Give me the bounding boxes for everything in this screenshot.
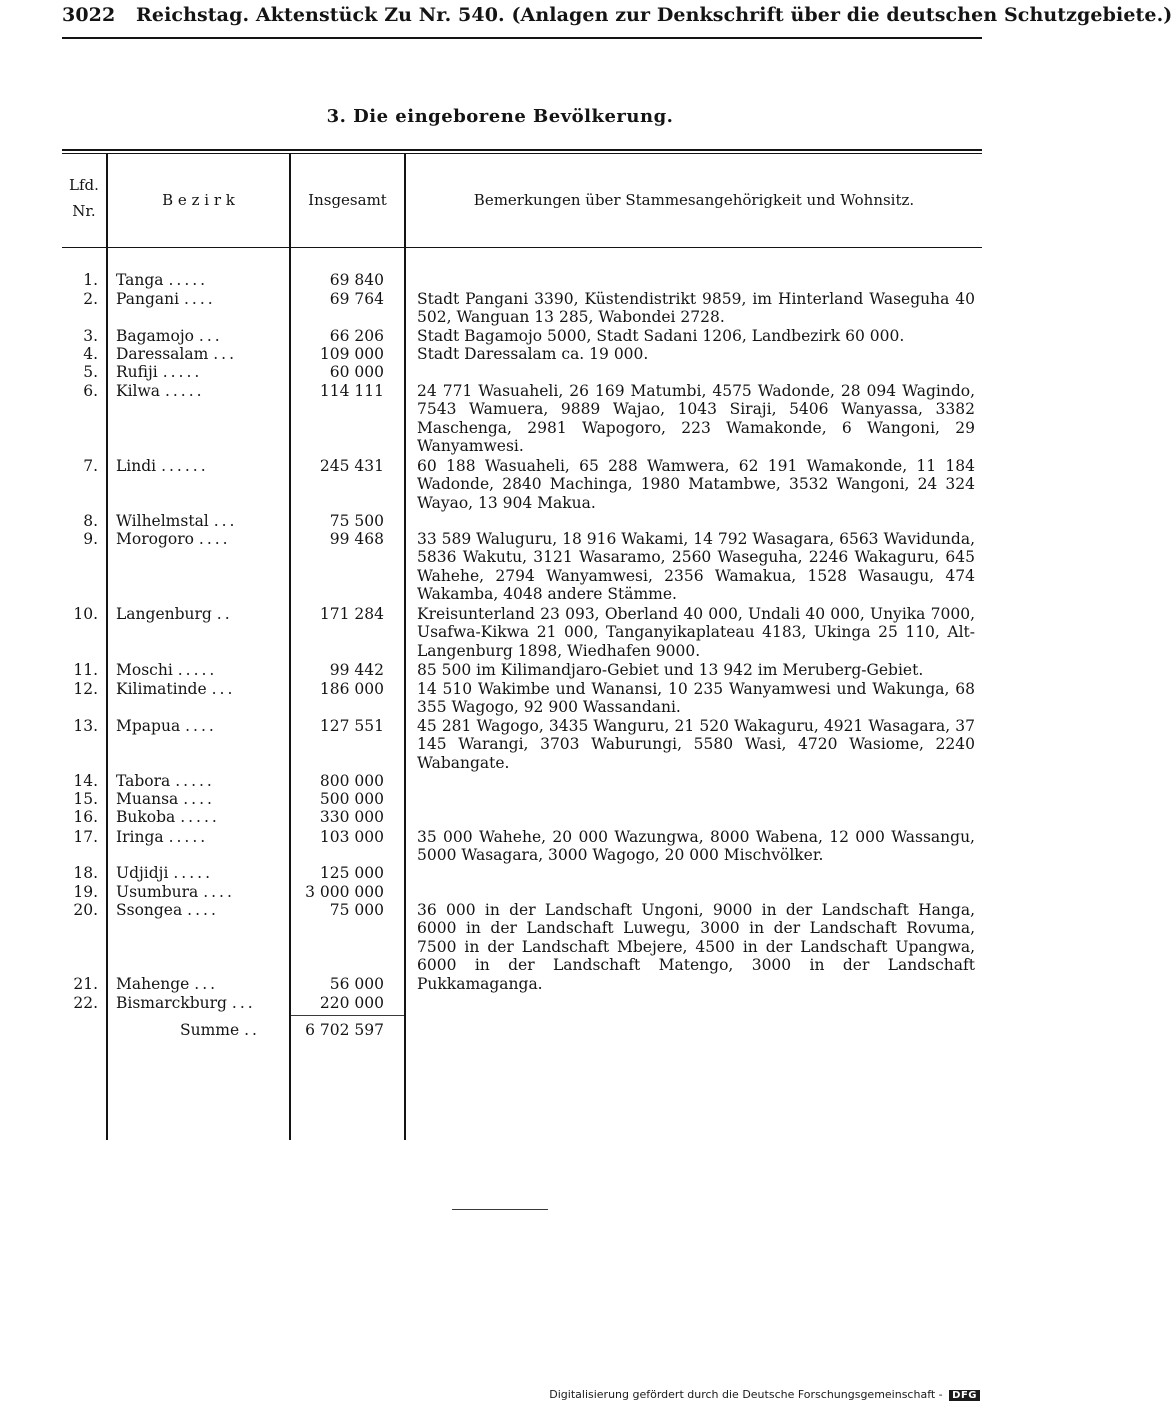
row-total: 186 000: [319, 680, 384, 698]
row-bezirk: [116, 271, 208, 289]
leader-dots: .....: [162, 363, 203, 381]
bezirk-name: Bukoba: [116, 808, 176, 826]
bezirk-name: Mpapua: [116, 717, 181, 735]
row-remark: 33 589 Waluguru, 18 916 Wakami, 14 792 Wasagara, 6563 Wavidunda, 5836 Wakutu, 3121 Wasaramo, 2560 Waseguha, 2246 Wakaguru, 645 Wahehe, 2794 Wanyamwesi, 2356 Wamakua, 1528 Wasaugu, 474 Wakamba, 4048 andere Stämme.: [417, 530, 975, 604]
bezirk-name: Langenburg: [116, 605, 212, 623]
leader-dots: .....: [164, 382, 205, 400]
row-remark: 14 510 Wakimbe und Wanansi, 10 235 Wanyamwesi und Wakunga, 68 355 Wagogo, 92 900 Wassandani.: [417, 680, 975, 717]
row-total: 800 000: [319, 772, 384, 790]
row-bezirk: [116, 994, 256, 1012]
row-nr: 15.: [73, 790, 98, 808]
leader-dots: .....: [175, 772, 215, 790]
row-nr: 10.: [73, 605, 98, 623]
row-bezirk: [116, 345, 237, 363]
bezirk-name: Udjidji: [116, 864, 169, 882]
row-bezirk: [116, 530, 231, 548]
row-total: 127 551: [319, 717, 384, 735]
header-subtitle: (Anlagen zur Denkschrift über die deutschen Schutzgebiete.): [511, 4, 1172, 26]
row-total: 245 431: [319, 457, 384, 475]
bezirk-name: Bagamojo: [116, 327, 194, 345]
row-nr: 9.: [83, 530, 98, 548]
row-bezirk: [116, 901, 219, 919]
row-total: 99 468: [329, 530, 384, 548]
row-remark: 36 000 in der Landschaft Ungoni, 9000 in der Landschaft Hanga, 6000 in der Landschaft Luwegu, 3000 in der Landschaft Rovuma, 7500 in der Landschaft Mbejere, 4500 in der Landschaft Upangwa, 6000 in der Landschaft Matengo, 3000 in der Landschaft Pukkamaganga.: [417, 901, 975, 993]
bezirk-name: Tabora: [116, 772, 171, 790]
header-rule: [62, 37, 982, 39]
row-nr: 5.: [83, 363, 98, 381]
row-remark: Stadt Daressalam ca. 19 000.: [417, 345, 649, 363]
section-title: 3. Die eingeborene Bevölkerung.: [326, 106, 674, 127]
summe-value: 6 702 597: [305, 1021, 384, 1039]
row-total: 500 000: [319, 790, 384, 808]
digitization-credit: [549, 1388, 980, 1401]
row-remark: 35 000 Wahehe, 20 000 Wazungwa, 8000 Wabena, 12 000 Wassangu, 5000 Wasagara, 3000 Wagogo, 20 000 Mischvölker.: [417, 828, 975, 865]
bezirk-name: Rufiji: [116, 363, 158, 381]
col-header-insgesamt: Insgesamt: [308, 191, 387, 209]
leader-dots: ....: [203, 883, 235, 901]
row-bezirk: [116, 717, 217, 735]
row-nr: 3.: [83, 327, 98, 345]
summe-label: Summe: [180, 1021, 240, 1039]
col-header-bezirk: B e z i r k: [162, 191, 235, 209]
row-bezirk: [116, 290, 216, 308]
row-nr: 21.: [73, 975, 98, 993]
bezirk-name: Kilwa: [116, 382, 161, 400]
row-total: 171 284: [319, 605, 384, 623]
dfg-logo: DFG: [949, 1390, 980, 1401]
row-nr: 12.: [73, 680, 98, 698]
row-bezirk: [116, 661, 217, 679]
bezirk-name: Usumbura: [116, 883, 199, 901]
row-bezirk: [116, 808, 220, 826]
row-total: 75 500: [329, 512, 384, 530]
row-nr: 17.: [73, 828, 98, 846]
column-rule-3: [404, 153, 406, 1140]
leader-dots: .....: [177, 661, 218, 679]
row-total: 109 000: [319, 345, 384, 363]
row-bezirk: [116, 512, 237, 530]
leader-dots: ....: [198, 530, 231, 548]
leader-dots: .....: [168, 828, 209, 846]
row-nr: 18.: [73, 864, 98, 882]
row-bezirk: [116, 327, 223, 345]
header-bottom-rule: [62, 247, 982, 248]
bezirk-name: Morogoro: [116, 530, 194, 548]
row-total: 3 000 000: [305, 883, 384, 901]
row-nr: 7.: [83, 457, 98, 475]
leader-dots: ...: [213, 512, 238, 530]
row-bezirk: [116, 828, 208, 846]
row-nr: 22.: [73, 994, 98, 1012]
table-top-rule-thin: [62, 153, 982, 154]
row-nr: 20.: [73, 901, 98, 919]
leader-dots: ...: [211, 680, 236, 698]
leader-dots: ...: [194, 975, 219, 993]
row-total: 60 000: [329, 363, 384, 381]
row-remark: Kreisunterland 23 093, Oberland 40 000, Undali 40 000, Unyika 7000, Usafwa-Kikwa 21 000, Tanganyikaplateau 4183, Ukinga 25 110, Alt-Langenburg 1898, Wiedhafen 9000.: [417, 605, 975, 660]
leader-dots: .....: [180, 808, 220, 826]
row-total: 75 000: [329, 901, 384, 919]
credit-text: Digitalisierung gefördert durch die Deutsche Forschungsgemeinschaft -: [549, 1388, 943, 1401]
row-total: 69 764: [329, 290, 384, 308]
row-bezirk: [116, 680, 235, 698]
row-total: 103 000: [319, 828, 384, 846]
col-header-bemerkungen: Bemerkungen über Stammesangehörigkeit und Wohnsitz.: [473, 191, 915, 209]
row-bezirk: [116, 864, 213, 882]
row-remark: 85 500 im Kilimandjaro-Gebiet und 13 942 im Meruberg-Gebiet.: [417, 661, 924, 679]
row-bezirk: [116, 382, 205, 400]
leader-dots: ..: [216, 605, 233, 623]
row-nr: 14.: [73, 772, 98, 790]
bezirk-name: Mahenge: [116, 975, 190, 993]
sum-rule: [291, 1015, 404, 1016]
bezirk-name: Wilhelmstal: [116, 512, 209, 530]
row-nr: 16.: [73, 808, 98, 826]
row-nr: 1.: [83, 271, 98, 289]
end-rule: [452, 1209, 548, 1210]
bezirk-name: Moschi: [116, 661, 173, 679]
bezirk-name: Tanga: [116, 271, 164, 289]
page-number: 3022: [62, 4, 116, 26]
row-bezirk: [116, 363, 202, 381]
bezirk-name: Lindi: [116, 457, 157, 475]
row-bezirk: [116, 605, 233, 623]
row-remark: 24 771 Wasuaheli, 26 169 Matumbi, 4575 Wadonde, 28 094 Wagindo, 7543 Wamuera, 9889 Wajao, 1043 Siraji, 5406 Wanyassa, 3382 Maschenga, 2981 Wapogoro, 223 Wamakonde, 6 Wangoni, 29 Wanyamwesi.: [417, 382, 975, 456]
row-bezirk: [116, 975, 218, 993]
leader-dots: ....: [187, 901, 219, 919]
bezirk-name: Bismarckburg: [116, 994, 227, 1012]
col-header-lfd-line2: Nr.: [72, 202, 96, 220]
bezirk-name: Muansa: [116, 790, 179, 808]
row-total: 66 206: [329, 327, 384, 345]
row-nr: 11.: [73, 661, 98, 679]
row-total: 69 840: [329, 271, 384, 289]
header-title: Reichstag. Aktenstück Zu Nr. 540.: [136, 4, 505, 26]
leader-dots: ......: [161, 457, 209, 475]
leader-dots: ...: [231, 994, 256, 1012]
row-remark: Stadt Pangani 3390, Küstendistrikt 9859, im Hinterland Waseguha 40 502, Wanguan 13 285, Wabondei 2728.: [417, 290, 975, 327]
row-total: 125 000: [319, 864, 384, 882]
summe-label-cell: [180, 1021, 260, 1039]
row-total: 99 442: [329, 661, 384, 679]
column-rule-1: [106, 153, 108, 1140]
leader-dots: ....: [185, 717, 217, 735]
leader-dots: ....: [184, 290, 216, 308]
row-total: 56 000: [329, 975, 384, 993]
row-bezirk: [116, 790, 215, 808]
row-bezirk: [116, 883, 235, 901]
col-header-lfd: [62, 172, 106, 224]
bezirk-name: Pangani: [116, 290, 180, 308]
row-nr: 8.: [83, 512, 98, 530]
bezirk-name: Ssongea: [116, 901, 183, 919]
row-total: 114 111: [319, 382, 384, 400]
leader-dots: ...: [198, 327, 223, 345]
col-header-lfd-line1: Lfd.: [69, 176, 99, 194]
running-header: [62, 4, 1172, 34]
leader-dots: .....: [168, 271, 209, 289]
row-bezirk: [116, 772, 215, 790]
leader-dots: ....: [183, 790, 215, 808]
bezirk-name: Iringa: [116, 828, 164, 846]
row-nr: 2.: [83, 290, 98, 308]
row-nr: 13.: [73, 717, 98, 735]
bezirk-name: Kilimatinde: [116, 680, 207, 698]
row-bezirk: [116, 457, 209, 475]
table-top-rule: [62, 149, 982, 151]
row-remark: Stadt Bagamojo 5000, Stadt Sadani 1206, Landbezirk 60 000.: [417, 327, 905, 345]
row-nr: 6.: [83, 382, 98, 400]
bezirk-name: Daressalam: [116, 345, 209, 363]
row-total: 220 000: [319, 994, 384, 1012]
row-total: 330 000: [319, 808, 384, 826]
leader-dots: ..: [244, 1021, 260, 1039]
row-remark: 45 281 Wagogo, 3435 Wanguru, 21 520 Wakaguru, 4921 Wasagara, 37 145 Warangi, 3703 Waburungi, 5580 Wasi, 4720 Wasiome, 2240 Wabangate.: [417, 717, 975, 772]
row-nr: 19.: [73, 883, 98, 901]
leader-dots: .....: [173, 864, 214, 882]
leader-dots: ...: [213, 345, 238, 363]
row-remark: 60 188 Wasuaheli, 65 288 Wamwera, 62 191 Wamakonde, 11 184 Wadonde, 2840 Machinga, 1980 Matambwe, 3532 Wangoni, 24 324 Wayao, 13 904 Makua.: [417, 457, 975, 512]
row-nr: 4.: [83, 345, 98, 363]
